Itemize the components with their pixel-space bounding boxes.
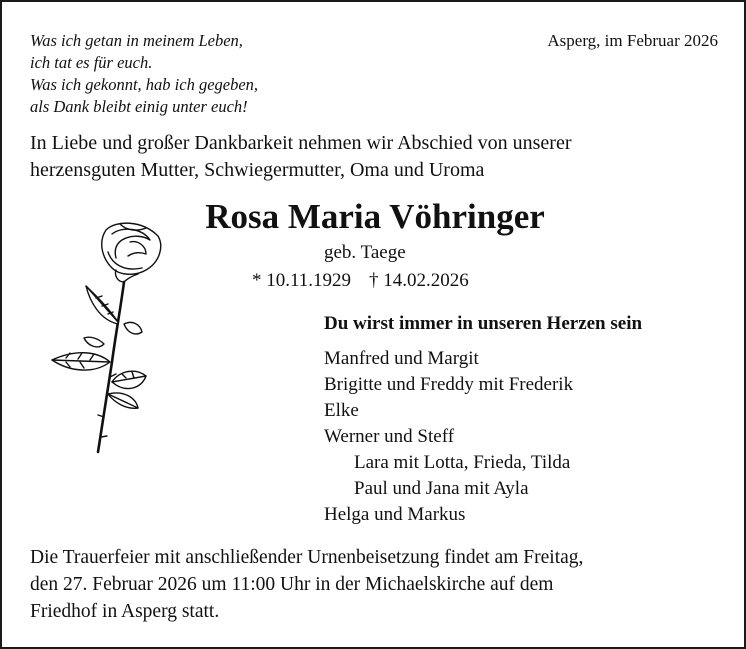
verse-line: ich tat es für euch. <box>30 53 153 72</box>
service-line: Friedhof in Asperg statt. <box>30 601 220 622</box>
verse-line: Was ich getan in meinem Leben, <box>30 31 243 50</box>
service-line: den 27. Februar 2026 um 11:00 Uhr in der Michaelskirche auf dem <box>30 574 554 595</box>
memorial-verse <box>30 30 258 118</box>
mourner-entry: Helga und Markus <box>324 504 466 525</box>
mourner-entry: Elke <box>324 400 359 421</box>
intro-line: herzensguten Mutter, Schwiegermutter, Oma und Uroma <box>30 159 485 181</box>
life-dates <box>252 268 469 294</box>
funeral-service-info <box>30 544 583 625</box>
intro-line: In Liebe und großer Dankbarkeit nehmen wir Abschied von unserer <box>30 132 572 154</box>
deceased-name: Rosa Maria Vöhringer <box>205 197 545 236</box>
intro-text <box>30 130 572 184</box>
mourners-list <box>324 346 573 528</box>
rose-icon <box>46 212 166 462</box>
death-date: † 14.02.2026 <box>369 270 469 291</box>
mourner-entry: Manfred und Margit <box>324 348 479 369</box>
mourner-entry: Werner und Steff <box>324 426 455 447</box>
mourner-entry: Brigitte und Freddy mit Frederik <box>324 374 574 395</box>
place-and-date: Asperg, im Februar 2026 <box>547 31 718 50</box>
verse-line: als Dank bleibt einig unter euch! <box>30 97 248 116</box>
mourner-entry: Lara mit Lotta, Frieda, Tilda <box>354 452 571 473</box>
verse-line: Was ich gekonnt, hab ich gegeben, <box>30 75 259 94</box>
maiden-name: geb. Taege <box>324 242 406 263</box>
mourner-entry: Paul und Jana mit Ayla <box>354 478 529 499</box>
birth-date: * 10.11.1929 <box>252 270 352 291</box>
service-line: Die Trauerfeier mit anschließender Urnenbeisetzung findet am Freitag, <box>30 547 584 568</box>
farewell-line: Du wirst immer in unseren Herzen sein <box>324 313 643 334</box>
